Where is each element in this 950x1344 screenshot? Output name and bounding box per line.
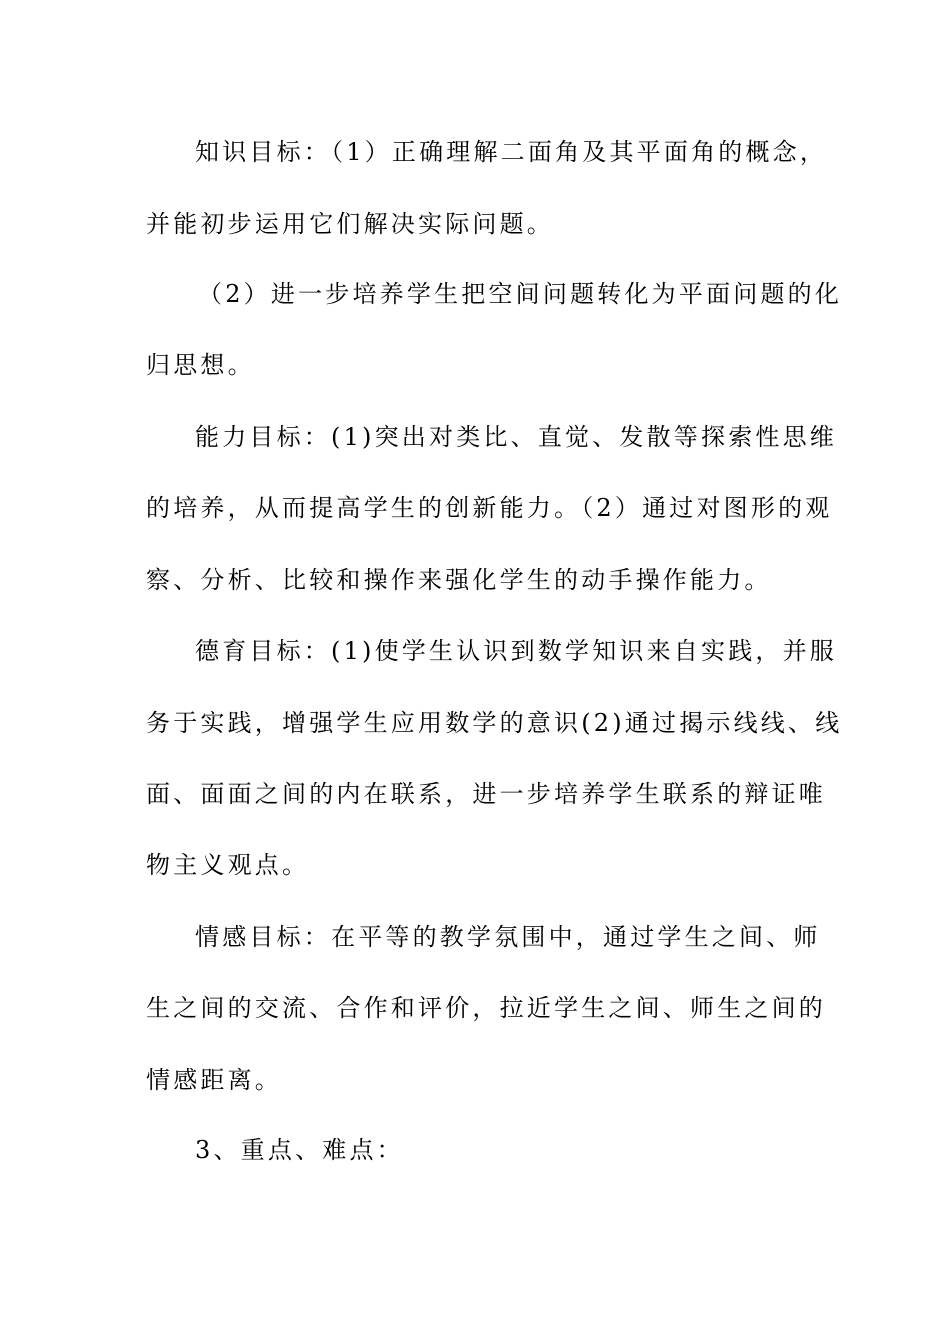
moral-goal-line-2: 务于实践，增强学生应用数学的意识(2)通过揭示线线、线 — [146, 709, 843, 737]
moral-goal-line-4: 物主义观点。 — [146, 851, 310, 879]
emotion-goal-line-1: 情感目标：在平等的教学氛围中，通过学生之间、师 — [195, 923, 821, 951]
knowledge-goal-line-3: （2）进一步培养学生把空间问题转化为平面问题的化 — [198, 280, 843, 308]
ability-goal-line-3: 察、分析、比较和操作来强化学生的动手操作能力。 — [146, 566, 772, 594]
emotion-goal-line-3: 情感距离。 — [146, 1066, 282, 1094]
emotion-goal-line-2: 生之间的交流、合作和评价，拉近学生之间、师生之间的 — [146, 994, 826, 1022]
knowledge-goal-line-4: 归思想。 — [146, 351, 255, 379]
section-heading: 3、重点、难点： — [195, 1136, 404, 1164]
ability-goal-line-2: 的培养，从而提高学生的创新能力。（2）通过对图形的观 — [146, 494, 833, 522]
moral-goal-line-3: 面、面面之间的内在联系，进一步培养学生联系的辩证唯 — [146, 780, 826, 808]
moral-goal-line-1: 德育目标：(1)使学生认识到数学知识来自实践，并服 — [195, 637, 837, 665]
knowledge-goal-line-2: 并能初步运用它们解决实际问题。 — [146, 210, 554, 238]
ability-goal-line-1: 能力目标：(1)突出对类比、直觉、发散等探索性思维 — [195, 423, 837, 451]
knowledge-goal-line-1: 知识目标：（1）正确理解二面角及其平面角的概念， — [195, 138, 828, 166]
